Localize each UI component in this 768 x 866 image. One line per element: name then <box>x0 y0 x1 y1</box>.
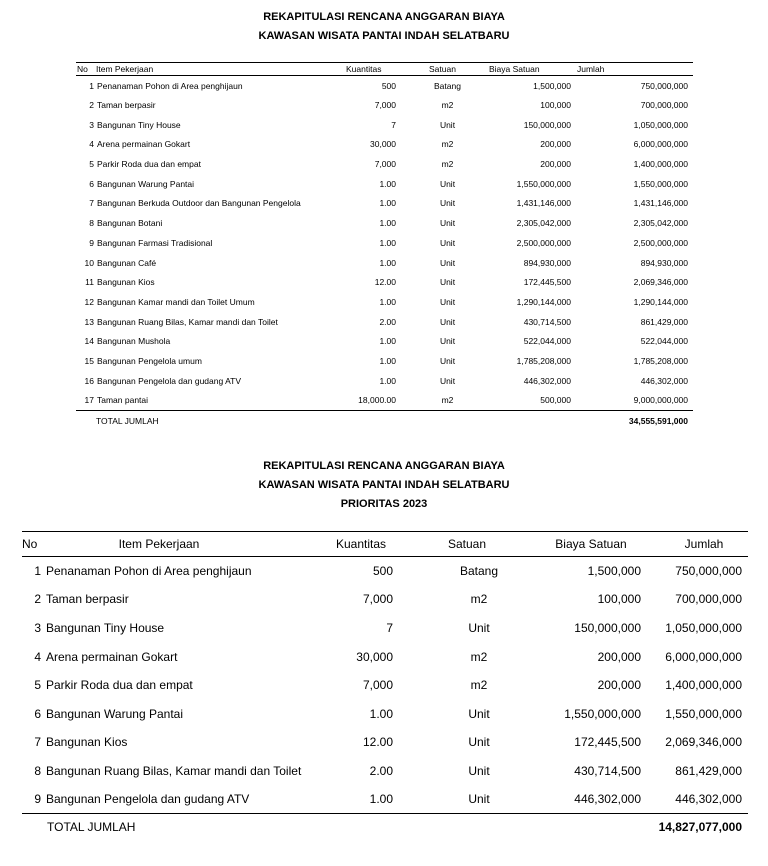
cell-qty: 7 <box>391 119 396 130</box>
header-qty: Kuantitas <box>335 537 387 551</box>
cell-item: Bangunan Ruang Bilas, Kamar mandi dan Toilet <box>46 763 302 778</box>
header-price: Biaya Satuan <box>489 64 540 74</box>
cell-price: 430,714,500 <box>523 316 571 327</box>
rab-summary-table <box>76 62 693 431</box>
cell-no: 1 <box>89 80 94 91</box>
cell-price: 1,550,000,000 <box>564 706 641 721</box>
cell-total: 2,305,042,000 <box>633 218 688 229</box>
cell-total: 861,429,000 <box>675 763 742 778</box>
cell-item: Arena permainan Gokart <box>46 649 178 664</box>
cell-item: Bangunan Pengelola umum <box>97 355 202 366</box>
cell-item: Bangunan Café <box>97 257 157 268</box>
cell-price: 2,500,000,000 <box>516 237 571 248</box>
table-row <box>76 95 693 115</box>
cell-qty: 1.00 <box>379 218 396 229</box>
cell-total: 6,000,000,000 <box>633 139 688 150</box>
cell-unit: Unit <box>439 218 456 229</box>
table-row <box>76 312 693 332</box>
cell-no: 7 <box>89 198 94 209</box>
cell-price: 522,044,000 <box>523 336 571 347</box>
cell-price: 100,000 <box>597 592 641 607</box>
cell-item: Penanaman Pohon di Area penghijaun <box>97 80 243 91</box>
cell-qty: 12.00 <box>374 277 396 288</box>
table-row <box>76 253 693 273</box>
table-row <box>22 699 748 728</box>
header-no: No <box>77 64 88 74</box>
cell-no: 11 <box>85 277 94 288</box>
cell-total: 1,550,000,000 <box>665 706 742 721</box>
cell-price: 200,000 <box>540 139 571 150</box>
cell-item: Bangunan Tiny House <box>46 620 165 635</box>
cell-unit: Unit <box>468 620 490 635</box>
cell-qty: 7,000 <box>374 100 396 111</box>
cell-qty: 2.00 <box>369 763 393 778</box>
cell-unit: m2 <box>441 139 454 150</box>
cell-qty: 7 <box>386 620 393 635</box>
total-label: TOTAL JUMLAH <box>47 820 136 835</box>
cell-no: 17 <box>84 395 94 406</box>
table-row <box>76 233 693 253</box>
cell-total: 861,429,000 <box>640 316 688 327</box>
cell-no: 9 <box>89 237 94 248</box>
table-row <box>76 391 693 411</box>
cell-price: 500,000 <box>540 395 571 406</box>
cell-unit: Unit <box>468 763 490 778</box>
cell-unit: Unit <box>439 237 456 248</box>
cell-qty: 7,000 <box>362 678 393 693</box>
table-row <box>22 728 748 757</box>
cell-total: 1,290,144,000 <box>633 296 688 307</box>
cell-price: 446,302,000 <box>574 792 641 807</box>
table-row <box>76 154 693 174</box>
cell-unit: Unit <box>439 296 456 307</box>
cell-item: Taman pantai <box>97 395 149 406</box>
cell-unit: Unit <box>439 178 456 189</box>
cell-total: 446,302,000 <box>675 792 742 807</box>
cell-price: 200,000 <box>597 649 641 664</box>
cell-no: 6 <box>34 706 41 721</box>
table-row <box>76 135 693 155</box>
section1-title-line2: KAWASAN WISATA PANTAI INDAH SELATBARU <box>258 30 510 42</box>
cell-total: 6,000,000,000 <box>665 649 742 664</box>
cell-price: 446,302,000 <box>523 375 571 386</box>
cell-item: Parkir Roda dua dan empat <box>97 159 201 170</box>
cell-total: 2,500,000,000 <box>633 237 688 248</box>
cell-qty: 1.00 <box>379 336 396 347</box>
cell-unit: Unit <box>468 792 490 807</box>
table-row <box>76 272 693 292</box>
cell-item: Bangunan Kios <box>46 735 128 750</box>
cell-total: 522,044,000 <box>640 336 688 347</box>
cell-item: Bangunan Farmasi Tradisional <box>97 237 213 248</box>
table-row <box>22 557 748 586</box>
cell-item: Bangunan Botani <box>97 218 163 229</box>
cell-unit: Unit <box>439 355 456 366</box>
cell-unit: Unit <box>468 706 490 721</box>
cell-price: 1,785,208,000 <box>516 355 571 366</box>
table-row <box>22 614 748 643</box>
cell-item: Bangunan Mushola <box>97 336 171 347</box>
cell-qty: 7,000 <box>362 592 393 607</box>
cell-no: 7 <box>34 735 41 750</box>
cell-qty: 500 <box>372 564 393 579</box>
cell-price: 2,305,042,000 <box>516 218 571 229</box>
cell-total: 1,431,146,000 <box>633 198 688 209</box>
table-row <box>76 292 693 312</box>
cell-item: Bangunan Ruang Bilas, Kamar mandi dan Toilet <box>97 316 278 327</box>
cell-unit: Unit <box>439 257 456 268</box>
cell-no: 2 <box>89 100 94 111</box>
cell-item: Parkir Roda dua dan empat <box>46 678 193 693</box>
cell-qty: 7,000 <box>374 159 396 170</box>
cell-total: 1,050,000,000 <box>665 620 742 635</box>
table-row <box>22 585 748 614</box>
cell-no: 5 <box>34 678 41 693</box>
table-row <box>22 757 748 786</box>
table-row <box>76 351 693 371</box>
header-total: Jumlah <box>577 64 605 74</box>
cell-price: 150,000,000 <box>523 119 571 130</box>
cell-total: 750,000,000 <box>640 80 688 91</box>
total-row <box>22 814 748 840</box>
cell-unit: m2 <box>441 159 454 170</box>
cell-total: 1,400,000,000 <box>633 159 688 170</box>
cell-no: 8 <box>34 763 41 778</box>
cell-qty: 1.00 <box>369 706 393 721</box>
cell-unit: Unit <box>468 735 490 750</box>
cell-price: 894,930,000 <box>523 257 571 268</box>
cell-total: 894,930,000 <box>640 257 688 268</box>
cell-qty: 12.00 <box>362 735 393 750</box>
cell-price: 1,500,000 <box>533 80 571 91</box>
table-row <box>22 785 748 814</box>
cell-total: 750,000,000 <box>675 564 742 579</box>
cell-price: 172,445,500 <box>574 735 641 750</box>
cell-no: 5 <box>89 159 94 170</box>
header-item: Item Pekerjaan <box>96 64 154 74</box>
cell-unit: Unit <box>439 316 456 327</box>
cell-qty: 1.00 <box>379 375 396 386</box>
cell-item: Arena permainan Gokart <box>97 139 191 150</box>
cell-price: 100,000 <box>540 100 571 111</box>
cell-qty: 1.00 <box>379 178 396 189</box>
cell-unit: Unit <box>439 375 456 386</box>
cell-total: 700,000,000 <box>675 592 742 607</box>
table-row <box>76 194 693 214</box>
cell-qty: 2.00 <box>379 316 396 327</box>
table-header-row <box>22 532 748 557</box>
cell-item: Bangunan Kamar mandi dan Toilet Umum <box>97 296 255 307</box>
cell-unit: Unit <box>439 336 456 347</box>
cell-no: 14 <box>84 336 94 347</box>
cell-item: Bangunan Warung Pantai <box>97 178 195 189</box>
cell-qty: 1.00 <box>379 237 396 248</box>
cell-price: 200,000 <box>597 678 641 693</box>
cell-no: 4 <box>89 139 94 150</box>
cell-unit: Batang <box>434 80 461 91</box>
table-row <box>76 213 693 233</box>
cell-no: 16 <box>84 375 94 386</box>
table-header-row <box>76 63 693 76</box>
cell-qty: 1.00 <box>379 296 396 307</box>
cell-qty: 1.00 <box>369 792 393 807</box>
cell-no: 3 <box>34 620 41 635</box>
cell-no: 4 <box>34 649 41 664</box>
header-qty: Kuantitas <box>346 64 382 74</box>
header-total: Jumlah <box>684 537 724 551</box>
section2-title-line2: KAWASAN WISATA PANTAI INDAH SELATBARU <box>258 479 510 491</box>
table-row <box>76 76 693 96</box>
cell-qty: 1.00 <box>379 257 396 268</box>
cell-no: 1 <box>34 564 41 579</box>
cell-item: Bangunan Warung Pantai <box>46 706 183 721</box>
total-value: 34,555,591,000 <box>628 415 688 426</box>
cell-qty: 500 <box>381 80 396 91</box>
header-price: Biaya Satuan <box>555 537 627 551</box>
cell-price: 1,500,000 <box>587 564 641 579</box>
cell-no: 9 <box>34 792 41 807</box>
cell-unit: Unit <box>439 277 456 288</box>
section2-title-line3: PRIORITAS 2023 <box>340 498 428 510</box>
cell-total: 2,069,346,000 <box>633 277 688 288</box>
cell-unit: Batang <box>459 564 499 579</box>
cell-price: 172,445,500 <box>523 277 571 288</box>
cell-item: Bangunan Kios <box>97 277 155 288</box>
cell-total: 700,000,000 <box>640 100 688 111</box>
rab-priority-table <box>22 531 748 840</box>
section2-title-line1: REKAPITULASI RENCANA ANGGARAN BIAYA <box>263 460 505 472</box>
cell-item: Bangunan Berkuda Outdoor dan Bangunan Pengelola <box>97 198 301 209</box>
cell-unit: m2 <box>470 678 488 693</box>
table-row <box>76 371 693 391</box>
header-item: Item Pekerjaan <box>118 537 200 551</box>
cell-item: Taman berpasir <box>97 100 156 111</box>
cell-unit: Unit <box>439 198 456 209</box>
cell-total: 1,050,000,000 <box>633 119 688 130</box>
cell-price: 1,550,000,000 <box>516 178 571 189</box>
header-no: No <box>22 537 38 551</box>
cell-qty: 30,000 <box>370 139 396 150</box>
section1-title-line1: REKAPITULASI RENCANA ANGGARAN BIAYA <box>263 11 505 23</box>
cell-qty: 30,000 <box>356 649 393 664</box>
cell-total: 446,302,000 <box>640 375 688 386</box>
cell-price: 200,000 <box>540 159 571 170</box>
header-unit: Satuan <box>429 64 456 74</box>
cell-total: 1,785,208,000 <box>633 355 688 366</box>
cell-item: Bangunan Pengelola dan gudang ATV <box>46 792 250 807</box>
cell-price: 430,714,500 <box>574 763 641 778</box>
cell-no: 10 <box>84 257 94 268</box>
cell-total: 1,550,000,000 <box>633 178 688 189</box>
cell-unit: m2 <box>470 592 488 607</box>
cell-total: 9,000,000,000 <box>633 395 688 406</box>
cell-price: 1,431,146,000 <box>516 198 571 209</box>
cell-qty: 18,000.00 <box>358 395 396 406</box>
cell-unit: m2 <box>441 395 454 406</box>
cell-unit: m2 <box>470 649 488 664</box>
cell-price: 150,000,000 <box>574 620 641 635</box>
cell-price: 1,290,144,000 <box>516 296 571 307</box>
cell-qty: 1.00 <box>379 198 396 209</box>
total-row <box>76 410 693 431</box>
cell-no: 6 <box>89 178 94 189</box>
header-unit: Satuan <box>447 537 487 551</box>
cell-item: Bangunan Pengelola dan gudang ATV <box>97 375 241 386</box>
cell-unit: Unit <box>439 119 456 130</box>
total-value: 14,827,077,000 <box>658 820 742 835</box>
cell-no: 2 <box>34 592 41 607</box>
cell-unit: m2 <box>441 100 454 111</box>
cell-total: 1,400,000,000 <box>665 678 742 693</box>
table-row <box>22 642 748 671</box>
cell-no: 3 <box>89 119 94 130</box>
cell-no: 8 <box>89 218 94 229</box>
table-row <box>76 331 693 351</box>
cell-qty: 1.00 <box>379 355 396 366</box>
cell-item: Taman berpasir <box>46 592 129 607</box>
cell-no: 15 <box>84 355 94 366</box>
cell-item: Bangunan Tiny House <box>97 119 181 130</box>
cell-no: 12 <box>84 296 94 307</box>
cell-total: 2,069,346,000 <box>665 735 742 750</box>
total-label: TOTAL JUMLAH <box>96 415 159 426</box>
cell-no: 13 <box>84 316 94 327</box>
table-row <box>76 115 693 135</box>
table-row <box>22 671 748 700</box>
cell-item: Penanaman Pohon di Area penghijaun <box>46 564 252 579</box>
table-row <box>76 174 693 194</box>
